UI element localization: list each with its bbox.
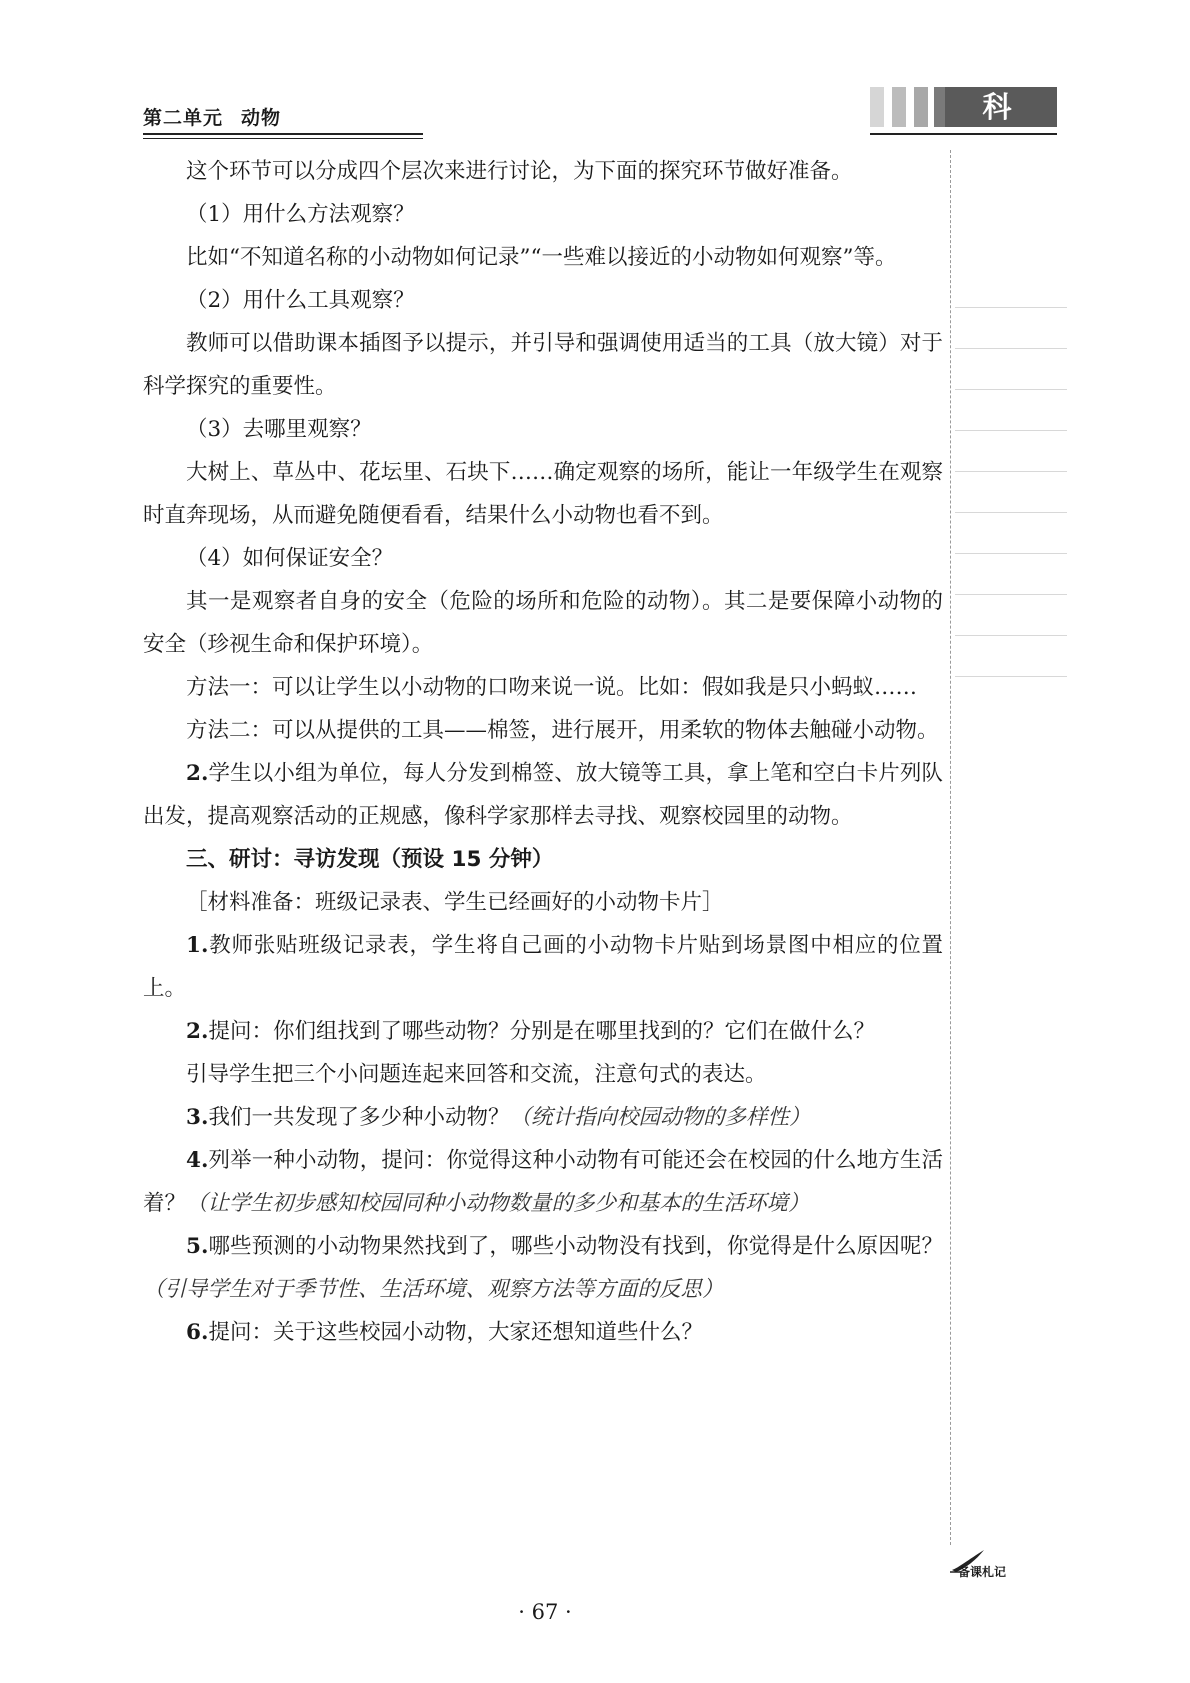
paragraph: 方法二：可以从提供的工具——棉签，进行展开，用柔软的物体去触碰小动物。: [186, 718, 939, 743]
item-text: 我们一共发现了多少种小动物？: [208, 1105, 510, 1130]
materials-note: ［材料准备：班级记录表、学生已经画好的小动物卡片］: [186, 890, 724, 915]
section-3-item: [143, 924, 943, 1010]
note-line: [955, 348, 1067, 349]
margin-divider: [950, 150, 951, 1545]
section-3-item: [143, 1311, 943, 1354]
subject-label: 科学: [945, 87, 1057, 127]
note-line: [955, 676, 1067, 677]
item-text: 哪些预测的小动物果然找到了，哪些小动物没有找到，你觉得是什么原因呢？: [208, 1234, 943, 1259]
lesson-notes-label: 备课札记: [958, 1565, 1007, 1579]
item-text: 教师张贴班级记录表，学生将自己画的小动物卡片贴到场景图中相应的位置上。: [143, 933, 943, 1001]
note-line: [955, 635, 1067, 636]
section-3-item: [143, 1139, 943, 1225]
item-note: （统计指向校园动物的多样性）: [509, 1105, 811, 1130]
section-3-item: [143, 1053, 943, 1096]
header-rule: [143, 133, 423, 135]
item-number: 5.: [186, 1234, 209, 1259]
item-text: 提问：你们组找到了哪些动物？分别是在哪里找到的？它们在做什么？: [208, 1019, 875, 1044]
chapter-label: 动物: [241, 107, 282, 129]
item-number: 4.: [186, 1148, 209, 1173]
section-3-title: 三、研讨：寻访发现（预设 15 分钟）: [186, 847, 554, 872]
bar-mid-light: [892, 87, 906, 127]
section-3-item: [143, 1010, 943, 1053]
step-2-paragraph: [143, 752, 943, 838]
main-content: [143, 150, 943, 1354]
header-rule-thin: [143, 138, 423, 139]
header-unit-title: [143, 103, 281, 130]
item-note: （让学生初步感知校园同种小动物数量的多少和基本的生活环境）: [186, 1191, 810, 1216]
item-text: 列举一种小动物，提问：你觉得这种小动物有可能还会在校园的什么地方生活着？: [143, 1148, 943, 1216]
subject-rule: [870, 133, 1057, 135]
note-line: [955, 471, 1067, 472]
item-text: 引导学生把三个小问题连起来回答和交流，注意句式的表达。: [186, 1062, 767, 1087]
note-line: [955, 307, 1067, 308]
note-line: [955, 594, 1067, 595]
paragraph: （3）去哪里观察？: [186, 417, 372, 442]
paragraph: 大树上、草丛中、花坛里、石块下……确定观察的场所，能让一年级学生在观察时直奔现场，从而避免随便看看，结果什么小动物也看不到。: [143, 460, 943, 528]
unit-label: 第二单元: [143, 107, 224, 129]
paragraph: 比如“不知道名称的小动物如何记录”“一些难以接近的小动物如何观察”等。: [186, 245, 897, 270]
paragraph: （1）用什么方法观察？: [186, 202, 415, 227]
note-line: [955, 512, 1067, 513]
section-3-item: [143, 1096, 943, 1139]
paragraph: 教师可以借助课本插图予以提示，并引导和强调使用适当的工具（放大镜）对于科学探究的重要性。: [143, 331, 943, 399]
item-number: 2.: [186, 1019, 209, 1044]
section-3-item: [143, 1225, 943, 1311]
note-line: [955, 553, 1067, 554]
note-line: [955, 389, 1067, 390]
item-text: 提问：关于这些校园小动物，大家还想知道些什么？: [208, 1320, 703, 1345]
item-number: 1.: [186, 933, 209, 958]
bar-mid: [914, 87, 928, 127]
bar-light: [870, 87, 884, 127]
step-number: 2.: [186, 761, 209, 786]
item-note: （引导学生对于季节性、生活环境、观察方法等方面的反思）: [143, 1277, 724, 1302]
paragraph: 其一是观察者自身的安全（危险的场所和危险的动物）。其二是要保障小动物的安全（珍视生命和保护环境）。: [143, 589, 943, 657]
paragraph: （4）如何保证安全？: [186, 546, 394, 571]
item-number: 6.: [186, 1320, 209, 1345]
page-number: · 67 ·: [518, 1600, 572, 1624]
note-line: [955, 430, 1067, 431]
paragraph: 这个环节可以分成四个层次来进行讨论，为下面的探究环节做好准备。: [186, 159, 853, 184]
paragraph: （2）用什么工具观察？: [186, 288, 415, 313]
item-number: 3.: [186, 1105, 209, 1130]
step-text: 学生以小组为单位，每人分发到棉签、放大镜等工具，拿上笔和空白卡片列队出发，提高观察活动的正规感，像科学家那样去寻找、观察校园里的动物。: [143, 761, 943, 829]
paragraph: 方法一：可以让学生以小动物的口吻来说一说。比如：假如我是只小蚂蚁……: [186, 675, 918, 700]
